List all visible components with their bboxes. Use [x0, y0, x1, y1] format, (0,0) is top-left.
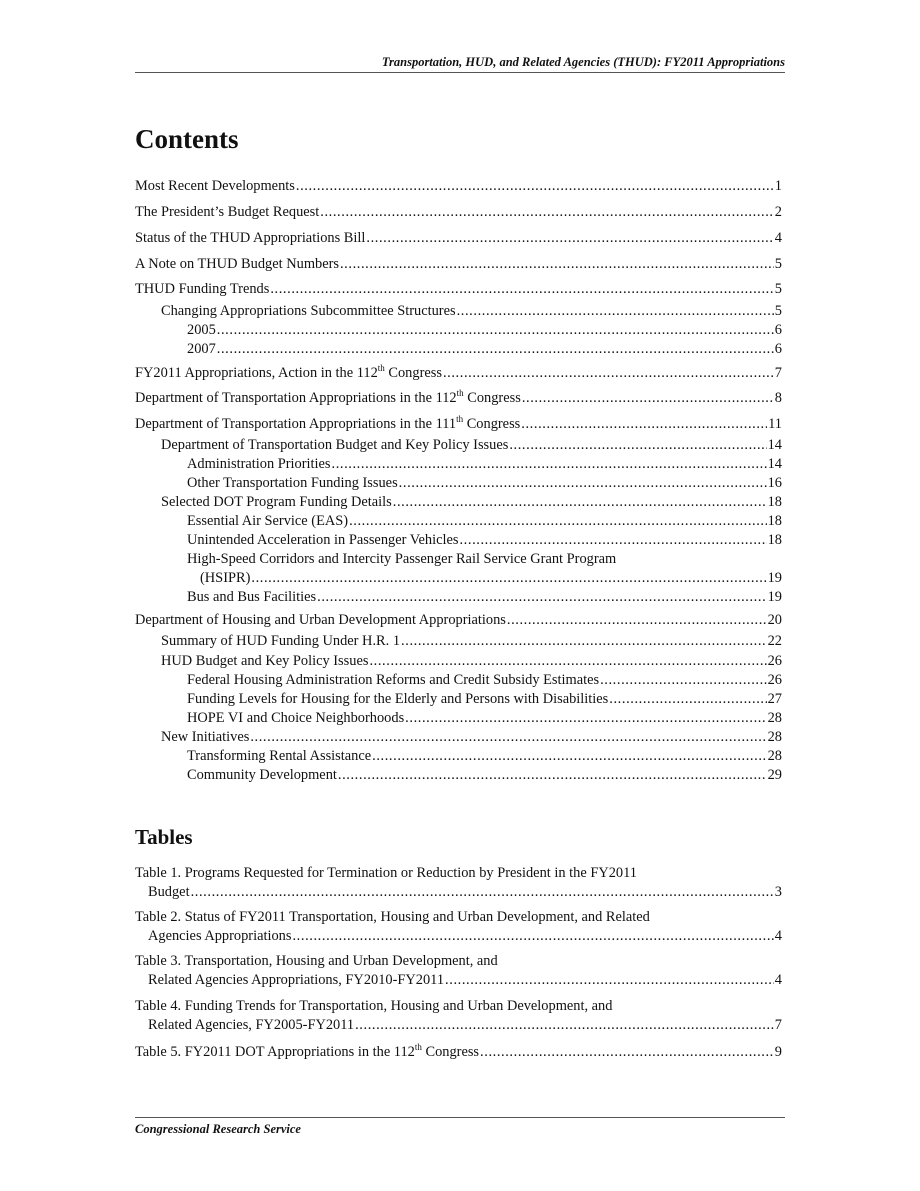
- toc-entry[interactable]: [161, 436, 782, 455]
- toc-entry[interactable]: [187, 747, 782, 766]
- leader-dots: [521, 415, 767, 434]
- table-entry[interactable]: [135, 1043, 782, 1062]
- toc-entry-page: 5: [774, 256, 782, 272]
- toc-entry-title: Department of Transportation Budget and Key Policy Issues: [161, 437, 509, 453]
- contents-heading: Contents: [135, 124, 239, 154]
- toc-entry-page: 5: [774, 281, 782, 297]
- table-entry-page: 7: [774, 1017, 782, 1033]
- toc-entry-page: 29: [767, 767, 782, 783]
- toc-entry-page: 8: [774, 390, 782, 406]
- table-entry-line1: Table 1. Programs Requested for Termination or Reduction by President in the FY2011: [135, 865, 637, 881]
- leader-dots: [296, 177, 774, 196]
- table-entry-page: 3: [774, 884, 782, 900]
- toc-entry-title: Summary of HUD Funding Under H.R. 1: [161, 633, 401, 649]
- toc-entry-title: Department of Transportation Appropriations in the 111th Congress: [135, 414, 521, 432]
- toc-entry-page: 20: [767, 612, 782, 628]
- leader-dots: [399, 474, 767, 493]
- table-entry[interactable]: [148, 927, 782, 946]
- toc-entry-title: THUD Funding Trends: [135, 281, 270, 297]
- toc-entry-title: (HSIPR): [200, 570, 251, 586]
- toc-entry-page: 28: [767, 748, 782, 764]
- toc-entry-title: A Note on THUD Budget Numbers: [135, 256, 339, 272]
- toc-entry-title: New Initiatives: [161, 729, 250, 745]
- leader-dots: [317, 588, 766, 607]
- toc-entry-page: 27: [767, 691, 782, 707]
- table-entry-title: Agencies Appropriations: [148, 928, 292, 944]
- leader-dots: [217, 340, 774, 359]
- toc-entry-title: 2005: [187, 322, 216, 338]
- leader-dots: [509, 436, 766, 455]
- toc-entry-page: 14: [767, 456, 782, 472]
- toc-entry-page: 16: [767, 475, 782, 491]
- toc-entry-page: 18: [767, 532, 782, 548]
- toc-entry[interactable]: [187, 531, 782, 550]
- table-entry[interactable]: [148, 883, 782, 902]
- toc-entry-title: Community Development: [187, 767, 337, 783]
- table-entry-line1: Table 4. Funding Trends for Transportation, Housing and Urban Development, and: [135, 998, 613, 1014]
- leader-dots: [217, 321, 774, 340]
- toc-entry[interactable]: [135, 364, 782, 383]
- leader-dots: [522, 389, 774, 408]
- toc-entry[interactable]: [135, 415, 782, 434]
- leader-dots: [250, 728, 766, 747]
- table-entry-line1: Table 3. Transportation, Housing and Urban Development, and: [135, 953, 498, 969]
- leader-dots: [609, 690, 766, 709]
- toc-entry[interactable]: [200, 569, 782, 588]
- toc-entry-title: Other Transportation Funding Issues: [187, 475, 398, 491]
- table-entry-page: 4: [774, 972, 782, 988]
- toc-entry[interactable]: [187, 690, 782, 709]
- toc-entry-page: 2: [774, 204, 782, 220]
- toc-entry[interactable]: [135, 229, 782, 248]
- toc-entry[interactable]: [161, 632, 782, 651]
- toc-entry-page: 4: [774, 230, 782, 246]
- leader-dots: [480, 1043, 774, 1062]
- leader-dots: [372, 747, 766, 766]
- toc-entry[interactable]: [187, 455, 782, 474]
- toc-entry-title: Selected DOT Program Funding Details: [161, 494, 392, 510]
- toc-entry-title: Administration Priorities: [187, 456, 331, 472]
- toc-entry-page: 1: [774, 178, 782, 194]
- toc-entry-title: Transforming Rental Assistance: [187, 748, 372, 764]
- toc-entry-page: 26: [767, 653, 782, 669]
- toc-entry[interactable]: [135, 177, 782, 196]
- leader-dots: [507, 611, 767, 630]
- toc-entry-page: 6: [774, 322, 782, 338]
- toc-entry-title: The President’s Budget Request: [135, 204, 320, 220]
- leader-dots: [349, 512, 767, 531]
- toc-entry-page: 26: [767, 672, 782, 688]
- leader-dots: [445, 971, 774, 990]
- leader-dots: [366, 229, 773, 248]
- toc-entry[interactable]: [135, 280, 782, 299]
- toc-entry[interactable]: [187, 766, 782, 785]
- toc-entry-page: 11: [768, 416, 782, 432]
- toc-entry[interactable]: [187, 709, 782, 728]
- toc-entry[interactable]: [161, 302, 782, 321]
- toc-entry-title: Changing Appropriations Subcommittee Structures: [161, 303, 456, 319]
- running-footer: Congressional Research Service: [135, 1117, 785, 1137]
- toc-entry-page: 18: [767, 494, 782, 510]
- toc-entry-title: Federal Housing Administration Reforms and Credit Subsidy Estimates: [187, 672, 600, 688]
- toc-entry-title: Most Recent Developments: [135, 178, 295, 194]
- toc-entry-title: Department of Housing and Urban Development Appropriations: [135, 612, 506, 628]
- leader-dots: [191, 883, 774, 902]
- toc-entry[interactable]: [187, 340, 782, 359]
- table-entry-title: Related Agencies, FY2005-FY2011: [148, 1017, 355, 1033]
- toc-entry-title-line1: High-Speed Corridors and Intercity Passenger Rail Service Grant Program: [187, 551, 617, 567]
- leader-dots: [459, 531, 766, 550]
- toc-entry-title: Department of Transportation Appropriations in the 112th Congress: [135, 388, 521, 406]
- toc-entry-title: HOPE VI and Choice Neighborhoods: [187, 710, 405, 726]
- tables-heading: Tables: [135, 825, 193, 849]
- leader-dots: [443, 364, 774, 383]
- leader-dots: [340, 255, 774, 274]
- toc-entry-title: Bus and Bus Facilities: [187, 589, 317, 605]
- toc-entry[interactable]: [161, 728, 782, 747]
- toc-entry-title: Unintended Acceleration in Passenger Vehicles: [187, 532, 459, 548]
- leader-dots: [292, 927, 773, 946]
- table-entry-title: Related Agencies Appropriations, FY2010-FY2011: [148, 972, 445, 988]
- toc-entry[interactable]: [187, 588, 782, 607]
- toc-entry[interactable]: [135, 611, 782, 630]
- toc-entry-page: 28: [767, 710, 782, 726]
- toc-entry-title: Essential Air Service (EAS): [187, 513, 349, 529]
- leader-dots: [401, 632, 767, 651]
- toc-entry-page: 14: [767, 437, 782, 453]
- toc-entry[interactable]: [187, 321, 782, 340]
- leader-dots: [338, 766, 767, 785]
- toc-entry-page: 6: [774, 341, 782, 357]
- table-entry-line1: Table 2. Status of FY2011 Transportation, Housing and Urban Development, and Related: [135, 909, 650, 925]
- table-entry-title: Budget: [148, 884, 190, 900]
- toc-entry-page: 7: [774, 365, 782, 381]
- toc-entry[interactable]: [187, 671, 782, 690]
- leader-dots: [270, 280, 773, 299]
- table-entry[interactable]: [148, 971, 782, 990]
- leader-dots: [320, 203, 774, 222]
- table-entry-page: 4: [774, 928, 782, 944]
- running-header: Transportation, HUD, and Related Agencies (THUD): FY2011 Appropriations: [135, 55, 785, 73]
- leader-dots: [457, 302, 774, 321]
- toc-entry[interactable]: [161, 493, 782, 512]
- toc-entry-page: 18: [767, 513, 782, 529]
- toc-entry-page: 5: [774, 303, 782, 319]
- toc-entry[interactable]: [187, 512, 782, 531]
- toc-entry-title: 2007: [187, 341, 216, 357]
- leader-dots: [393, 493, 767, 512]
- toc-entry-title: FY2011 Appropriations, Action in the 112th Congress: [135, 363, 442, 381]
- toc-entry[interactable]: [161, 652, 782, 671]
- leader-dots: [405, 709, 766, 728]
- table-entry[interactable]: [148, 1016, 782, 1035]
- toc-entry-title: HUD Budget and Key Policy Issues: [161, 653, 369, 669]
- toc-entry-title: Status of the THUD Appropriations Bill: [135, 230, 366, 246]
- leader-dots: [355, 1016, 774, 1035]
- table-entry-title: Table 5. FY2011 DOT Appropriations in the 112th Congress: [135, 1042, 480, 1060]
- toc-entry-title: Funding Levels for Housing for the Elderly and Persons with Disabilities: [187, 691, 609, 707]
- toc-entry[interactable]: [135, 203, 782, 222]
- leader-dots: [251, 569, 766, 588]
- toc-entry-page: 22: [767, 633, 782, 649]
- leader-dots: [600, 671, 767, 690]
- leader-dots: [332, 455, 767, 474]
- toc-entry-page: 19: [767, 570, 782, 586]
- toc-entry[interactable]: [135, 389, 782, 408]
- toc-entry[interactable]: [135, 255, 782, 274]
- toc-entry-page: 19: [767, 589, 782, 605]
- leader-dots: [369, 652, 766, 671]
- toc-entry[interactable]: [187, 474, 782, 493]
- toc-entry-page: 28: [767, 729, 782, 745]
- table-entry-page: 9: [774, 1044, 782, 1060]
